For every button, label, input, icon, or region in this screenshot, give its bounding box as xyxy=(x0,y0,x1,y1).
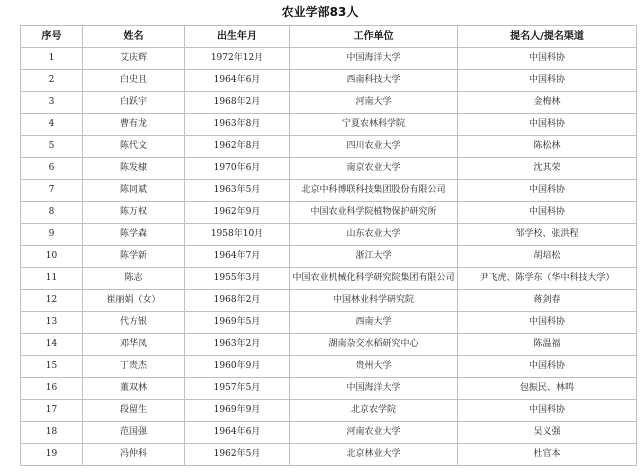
table-row xyxy=(21,224,637,246)
name-cell: 陈志 xyxy=(83,268,185,290)
birth-cell: 1964年6月 xyxy=(185,422,290,444)
table-row xyxy=(21,268,637,290)
table-header-row xyxy=(21,26,637,48)
table-row xyxy=(21,202,637,224)
candidate-table xyxy=(20,25,637,466)
serial-cell: 6 xyxy=(21,158,83,180)
serial-cell: 14 xyxy=(21,334,83,356)
column-header-birth: 出生年月 xyxy=(185,26,290,48)
name-cell: 陈学新 xyxy=(83,246,185,268)
serial-cell: 15 xyxy=(21,356,83,378)
workplace-cell: 河南农业大学 xyxy=(290,422,458,444)
workplace-cell: 中国农业科学院植物保护研究所 xyxy=(290,202,458,224)
column-header-name: 姓名 xyxy=(83,26,185,48)
nominator-cell: 陈松林 xyxy=(458,136,637,158)
birth-cell: 1958年10月 xyxy=(185,224,290,246)
nominator-cell: 蒋剑春 xyxy=(458,290,637,312)
nominator-cell: 金梅林 xyxy=(458,92,637,114)
table-row xyxy=(21,290,637,312)
column-header-serial: 序号 xyxy=(21,26,83,48)
serial-cell: 13 xyxy=(21,312,83,334)
birth-cell: 1970年6月 xyxy=(185,158,290,180)
table-row xyxy=(21,92,637,114)
serial-cell: 9 xyxy=(21,224,83,246)
birth-cell: 1964年7月 xyxy=(185,246,290,268)
table-row xyxy=(21,356,637,378)
serial-cell: 12 xyxy=(21,290,83,312)
nominator-cell: 中国科协 xyxy=(458,114,637,136)
nominator-cell: 中国科协 xyxy=(458,70,637,92)
name-cell: 冯仲科 xyxy=(83,444,185,466)
serial-cell: 18 xyxy=(21,422,83,444)
name-cell: 陈学森 xyxy=(83,224,185,246)
workplace-cell: 中国农业机械化科学研究院集团有限公司 xyxy=(290,268,458,290)
document-title: 农业学部83人 xyxy=(281,5,359,19)
nominator-cell: 沈其荣 xyxy=(458,158,637,180)
workplace-cell: 中国海洋大学 xyxy=(290,48,458,70)
name-cell: 段留生 xyxy=(83,400,185,422)
table-row xyxy=(21,180,637,202)
serial-cell: 1 xyxy=(21,48,83,70)
birth-cell: 1962年9月 xyxy=(185,202,290,224)
name-cell: 陈发棣 xyxy=(83,158,185,180)
table-row xyxy=(21,158,637,180)
workplace-cell: 宁夏农林科学院 xyxy=(290,114,458,136)
table-row xyxy=(21,334,637,356)
workplace-cell: 四川农业大学 xyxy=(290,136,458,158)
birth-cell: 1962年5月 xyxy=(185,444,290,466)
workplace-cell: 湖南杂交水稻研究中心 xyxy=(290,334,458,356)
name-cell: 代方银 xyxy=(83,312,185,334)
birth-cell: 1963年5月 xyxy=(185,180,290,202)
name-cell: 崔丽娟（女） xyxy=(83,290,185,312)
table-row xyxy=(21,48,637,70)
nominator-cell: 尹飞虎、陈学东（华中科技大学） xyxy=(458,268,637,290)
birth-cell: 1972年12月 xyxy=(185,48,290,70)
table-row xyxy=(21,136,637,158)
serial-cell: 8 xyxy=(21,202,83,224)
nominator-cell: 胡培松 xyxy=(458,246,637,268)
workplace-cell: 山东农业大学 xyxy=(290,224,458,246)
nominator-cell: 中国科协 xyxy=(458,180,637,202)
name-cell: 白跃宇 xyxy=(83,92,185,114)
nominator-cell: 中国科协 xyxy=(458,356,637,378)
birth-cell: 1960年9月 xyxy=(185,356,290,378)
table-row xyxy=(21,400,637,422)
nominator-cell: 吴义强 xyxy=(458,422,637,444)
name-cell: 陈代文 xyxy=(83,136,185,158)
name-cell: 邓华凤 xyxy=(83,334,185,356)
workplace-cell: 北京中科博联科技集团股份有限公司 xyxy=(290,180,458,202)
serial-cell: 10 xyxy=(21,246,83,268)
name-cell: 曹有龙 xyxy=(83,114,185,136)
workplace-cell: 北京林业大学 xyxy=(290,444,458,466)
name-cell: 丁贵杰 xyxy=(83,356,185,378)
serial-cell: 17 xyxy=(21,400,83,422)
table-row xyxy=(21,114,637,136)
serial-cell: 3 xyxy=(21,92,83,114)
serial-cell: 11 xyxy=(21,268,83,290)
birth-cell: 1969年9月 xyxy=(185,400,290,422)
table-row xyxy=(21,312,637,334)
workplace-cell: 中国林业科学研究院 xyxy=(290,290,458,312)
workplace-cell: 南京农业大学 xyxy=(290,158,458,180)
birth-cell: 1964年6月 xyxy=(185,70,290,92)
birth-cell: 1968年2月 xyxy=(185,92,290,114)
name-cell: 白史且 xyxy=(83,70,185,92)
table-row xyxy=(21,246,637,268)
workplace-cell: 中国海洋大学 xyxy=(290,378,458,400)
serial-cell: 7 xyxy=(21,180,83,202)
birth-cell: 1963年8月 xyxy=(185,114,290,136)
serial-cell: 16 xyxy=(21,378,83,400)
workplace-cell: 河南大学 xyxy=(290,92,458,114)
birth-cell: 1957年5月 xyxy=(185,378,290,400)
nominator-cell: 陈温福 xyxy=(458,334,637,356)
serial-cell: 19 xyxy=(21,444,83,466)
workplace-cell: 北京农学院 xyxy=(290,400,458,422)
nominator-cell: 包振民、林鸣 xyxy=(458,378,637,400)
workplace-cell: 西南大学 xyxy=(290,312,458,334)
column-header-workplace: 工作单位 xyxy=(290,26,458,48)
nominator-cell: 中国科协 xyxy=(458,400,637,422)
nominator-cell: 杜官本 xyxy=(458,444,637,466)
table-row xyxy=(21,444,637,466)
serial-cell: 2 xyxy=(21,70,83,92)
serial-cell: 4 xyxy=(21,114,83,136)
table-row xyxy=(21,378,637,400)
birth-cell: 1962年8月 xyxy=(185,136,290,158)
birth-cell: 1969年5月 xyxy=(185,312,290,334)
name-cell: 陈万权 xyxy=(83,202,185,224)
birth-cell: 1955年3月 xyxy=(185,268,290,290)
serial-cell: 5 xyxy=(21,136,83,158)
column-header-nominator: 提名人/提名渠道 xyxy=(458,26,637,48)
name-cell: 范国强 xyxy=(83,422,185,444)
nominator-cell: 中国科协 xyxy=(458,202,637,224)
name-cell: 陈同斌 xyxy=(83,180,185,202)
table-row xyxy=(21,422,637,444)
table-row xyxy=(21,70,637,92)
name-cell: 董双林 xyxy=(83,378,185,400)
nominator-cell: 中国科协 xyxy=(458,48,637,70)
name-cell: 艾庆辉 xyxy=(83,48,185,70)
nominator-cell: 中国科协 xyxy=(458,312,637,334)
birth-cell: 1968年2月 xyxy=(185,290,290,312)
workplace-cell: 西南科技大学 xyxy=(290,70,458,92)
workplace-cell: 浙江大学 xyxy=(290,246,458,268)
workplace-cell: 贵州大学 xyxy=(290,356,458,378)
birth-cell: 1963年2月 xyxy=(185,334,290,356)
nominator-cell: 邹学校、张洪程 xyxy=(458,224,637,246)
